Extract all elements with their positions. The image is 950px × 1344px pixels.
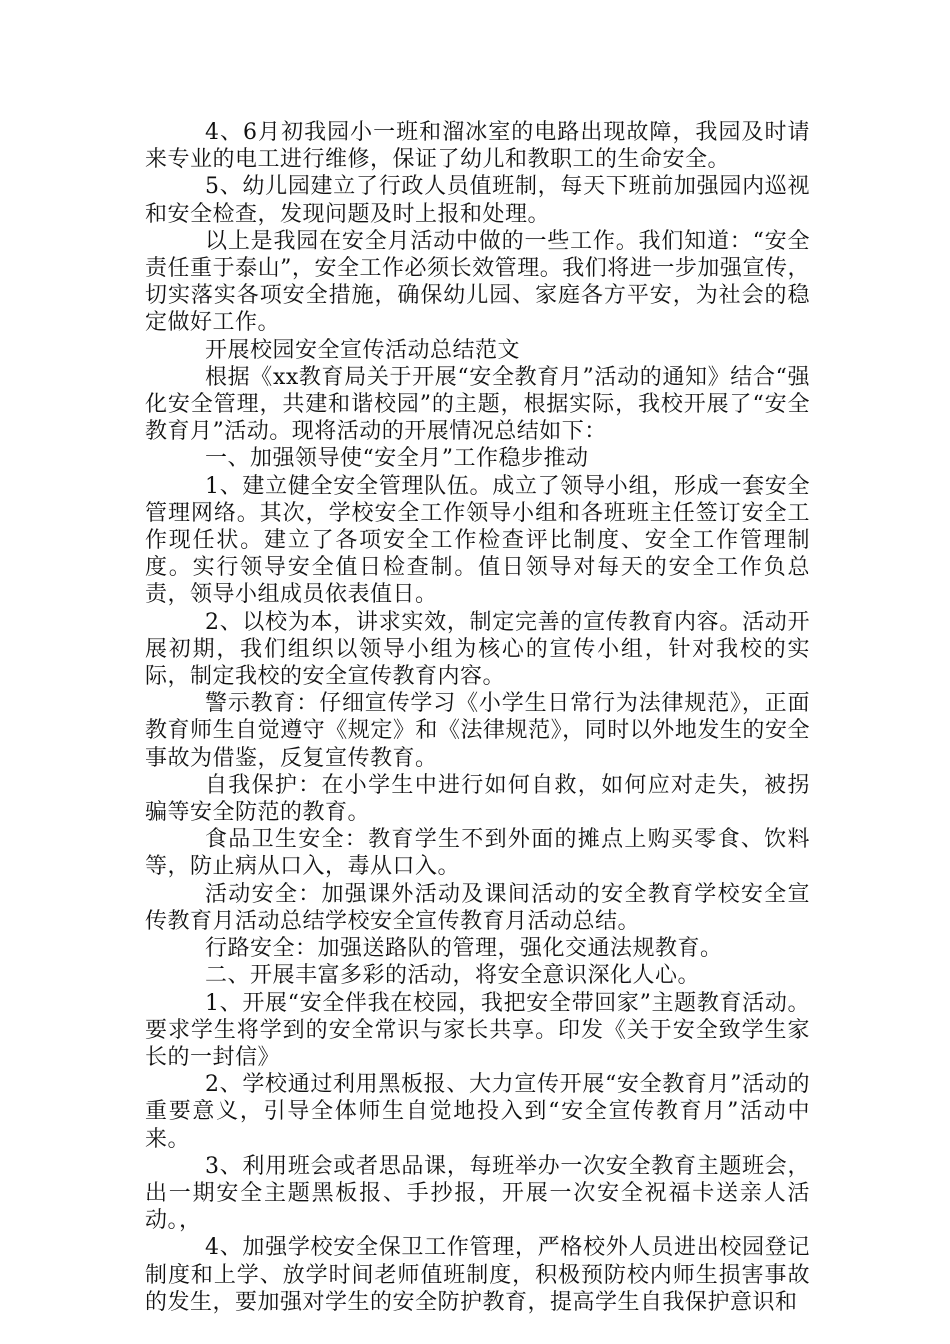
paragraph-7: 1、建立健全安全管理队伍。成立了领导小组，形成一套安全管理网络。其次，学校安全工作领导小组和各班班主任签订安全工作现任状。建立了各项安全工作检查评比制度、安全工作管理制度。实行领导安全值日检查制。值日领导对每天的安全工作负总责，领导小组成员依表值日。 — [145, 473, 810, 608]
paragraph-5: 根据《xx教育局关于开展“安全教育月”活动的通知》结合“强化安全管理，共建和谐校园”的主题，根据实际，我校开展了“安全教育月”活动。现将活动的开展情况总结如下： — [145, 364, 810, 445]
section-title: 开展校园安全宣传活动总结范文 — [205, 337, 521, 363]
heading-1: 一、加强领导使“安全月”工作稳步推动 — [205, 446, 589, 472]
document-body — [145, 119, 810, 1316]
paragraph-11: 食品卫生安全：教育学生不到外面的摊点上购买零食、饮料等，防止病从口入，毒从口入。 — [145, 827, 810, 880]
paragraph-13: 行路安全：加强送路队的管理，强化交通法规教育。 — [205, 936, 723, 962]
heading-2: 二、开展丰富多彩的活动，将安全意识深化人心。 — [205, 963, 701, 989]
paragraph-15: 1、开展“安全伴我在校园，我把安全带回家”主题教育活动。要求学生将学到的安全常识与家长共享。印发《关于安全致学生家长的一封信》 — [145, 990, 810, 1070]
paragraph-10: 自我保护：在小学生中进行如何自救，如何应对走失，被拐骗等安全防范的教育。 — [145, 772, 810, 826]
paragraph-16: 2、学校通过利用黑板报、大力宣传开展“安全教育月”活动的重要意义，引导全体师生自觉地投入到“安全宣传教育月”活动中来。 — [145, 1072, 810, 1152]
paragraph-17: 3、利用班会或者思品课，每班举办一次安全教育主题班会，出一期安全主题黑板报、手抄报，开展一次安全祝福卡送亲人活动。， — [145, 1153, 810, 1234]
paragraph-12: 活动安全：加强课外活动及课间活动的安全教育学校安全宣传教育月活动总结学校安全宣传教育月活动总结。 — [145, 881, 810, 934]
paragraph-2: 5、幼儿园建立了行政人员值班制，每天下班前加强园内巡视和安全检查，发现问题及时上报和处理。 — [145, 174, 810, 227]
paragraph-8: 2、以校为本，讲求实效，制定完善的宣传教育内容。活动开展初期，我们组织以领导小组为核心的宣传小组，针对我校的实际，制定我校的安全宣传教育内容。 — [145, 609, 810, 690]
paragraph-9: 警示教育：仔细宣传学习《小学生日常行为法律规范》，正面教育师生自觉遵守《规定》和《法律规范》，同时以外地发生的安全事故为借鉴，反复宣传教育。 — [145, 691, 810, 771]
paragraph-1: 4、6月初我园小一班和溜冰室的电路出现故障，我园及时请来专业的电工进行维修，保证了幼儿和教职工的生命安全。 — [145, 120, 810, 173]
paragraph-3: 以上是我园在安全月活动中做的一些工作。我们知道：“安全责任重于泰山”，安全工作必须长效管理。我们将进一步加强宣传，切实落实各项安全措施，确保幼儿园、家庭各方平安，为社会的稳定做好工作。 — [145, 228, 810, 336]
paragraph-18: 4、加强学校安全保卫工作管理，严格校外人员进出校园登记制度和上学、放学时间老师值班制度，积极预防校内师生损害事故的发生，要加强对学生的安全防护教育，提高学生自我保护意识和 — [145, 1235, 810, 1315]
